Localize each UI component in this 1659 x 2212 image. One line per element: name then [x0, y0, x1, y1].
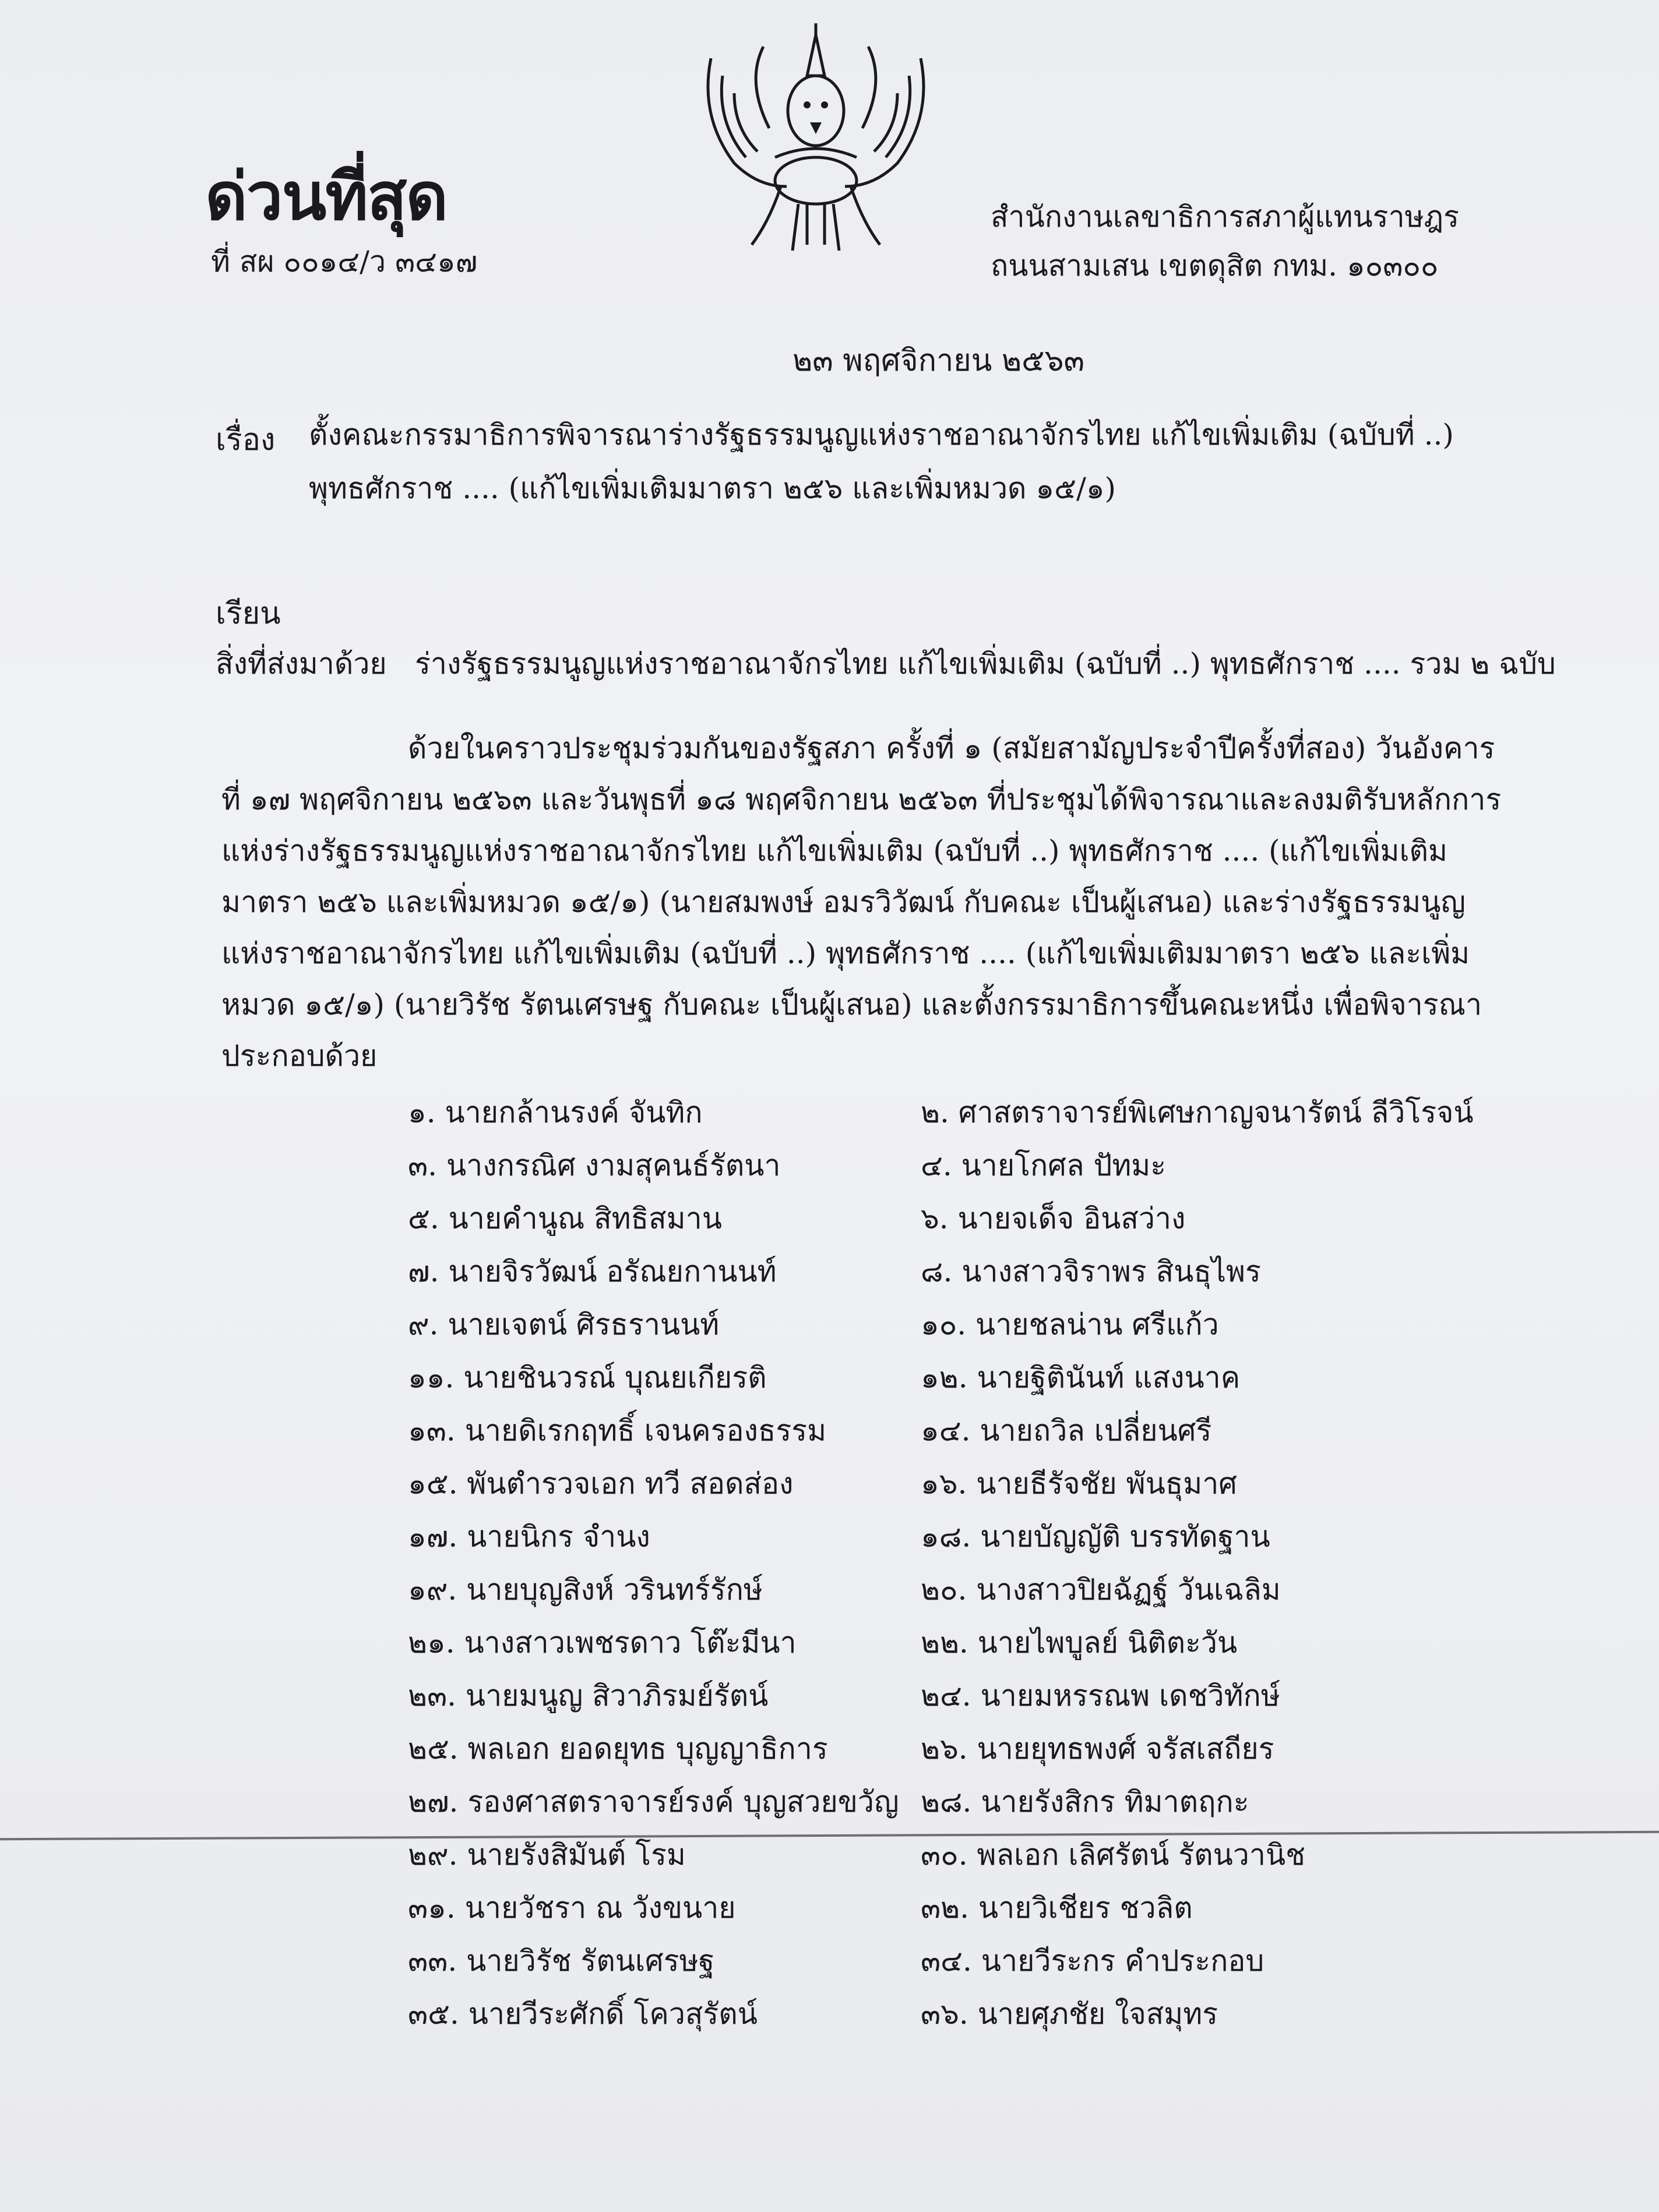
committee-member: ๑๔. นายถวิล เปลี่ยนศรี [921, 1414, 1212, 1447]
subject-line-1: ตั้งคณะกรรมาธิการพิจารณาร่างรัฐธรรมนูญแห่งราชอาณาจักรไทย แก้ไขเพิ่มเติม (ฉบับที่ ..) [309, 418, 1454, 452]
committee-member: ๗. นายจิรวัฒน์ อรัณยกานนท์ [408, 1255, 777, 1288]
committee-member: ๑๗. นายนิกร จำนง [408, 1520, 650, 1554]
subject-label: เรื่อง [216, 422, 276, 457]
document-date: ๒๓ พฤศจิกายน ๒๕๖๓ [792, 343, 1085, 378]
committee-member: ๖. นายจเด็จ อินสว่าง [921, 1202, 1186, 1235]
committee-member: ๑. นายกล้านรงค์ จันทิก [408, 1096, 703, 1129]
committee-member-list [0, 1090, 1659, 2080]
salutation: เรียน [216, 596, 281, 631]
committee-member: ๓๑. นายวัชรา ณ วังขนาย [408, 1891, 736, 1925]
garuda-emblem-icon [688, 12, 944, 256]
organization-street: ถนนสามเสน เขตดุสิต กทม. ๑๐๓๐๐ [991, 249, 1439, 283]
committee-member: ๒๓. นายมนูญ สิวาภิรมย์รัตน์ [408, 1679, 769, 1713]
committee-member: ๒๖. นายยุทธพงศ์ จรัสเสถียร [921, 1732, 1274, 1766]
committee-member: ๓๓. นายวิรัช รัตนเศรษฐ [408, 1944, 715, 1978]
committee-member: ๒. ศาสตราจารย์พิเศษกาญจนารัตน์ ลีวิโรจน์ [921, 1096, 1474, 1129]
committee-member: ๒๕. พลเอก ยอดยุทธ บุญญาธิการ [408, 1732, 828, 1766]
committee-member: ๓๕. นายวีระศักดิ์ โควสุรัตน์ [408, 1997, 758, 2031]
document-number: ที่ สผ ๐๐๑๔/ว ๓๔๑๗ [211, 245, 478, 279]
committee-member: ๙. นายเจตน์ ศิรธรานนท์ [408, 1308, 720, 1341]
subject-line-2: พุทธศักราช .... (แก้ไขเพิ่มเติมมาตรา ๒๕๖ และเพิ่มหมวด ๑๕/๑) [309, 471, 1116, 505]
enclosure-label: สิ่งที่ส่งมาด้วย [216, 647, 387, 681]
committee-member: ๓๔. นายวีระกร คำประกอบ [921, 1944, 1264, 1978]
committee-member: ๒๑. นางสาวเพชรดาว โต๊ะมีนา [408, 1626, 797, 1660]
committee-member: ๑๙. นายบุญสิงห์ วรินทร์รักษ์ [408, 1573, 763, 1607]
committee-member: ๒๒. นายไพบูลย์ นิติตะวัน [921, 1626, 1238, 1660]
committee-member: ๓๒. นายวิเชียร ชวลิต [921, 1891, 1193, 1925]
committee-member: ๑๒. นายฐิตินันท์ แสงนาค [921, 1361, 1241, 1394]
committee-member: ๒๔. นายมหรรณพ เดชวิทักษ์ [921, 1679, 1280, 1713]
committee-member: ๑๓. นายดิเรกฤทธิ์ เจนครองธรรม [408, 1414, 827, 1447]
subject-text [309, 408, 1533, 515]
committee-member: ๘. นางสาวจิราพร สินธุไพร [921, 1255, 1261, 1288]
committee-member: ๑๐. นายชลน่าน ศรีแก้ว [921, 1308, 1219, 1341]
committee-member: ๓๖. นายศุภชัย ใจสมุทร [921, 1997, 1218, 2031]
committee-member: ๓๐. พลเอก เลิศรัตน์ รัตนวานิช [921, 1838, 1306, 1872]
committee-member: ๑๕. พันตำรวจเอก ทวี สอดส่อง [408, 1467, 794, 1501]
organization-address [991, 192, 1459, 290]
committee-member: ๑๖. นายธีรัจชัย พันธุมาศ [921, 1467, 1238, 1501]
committee-member: ๑๘. นายบัญญัติ บรรทัดฐาน [921, 1520, 1270, 1554]
committee-member: ๔. นายโกศล ปัทมะ [921, 1149, 1167, 1182]
organization-name: สำนักงานเลขาธิการสภาผู้แทนราษฎร [991, 200, 1459, 234]
committee-member: ๒๘. นายรังสิกร ทิมาตฤกะ [921, 1785, 1249, 1819]
urgency-heading: ด่วนที่สุด [205, 159, 448, 235]
committee-member: ๒๐. นางสาวปิยฉัฏฐ์ วันเฉลิม [921, 1573, 1281, 1607]
committee-member: ๓. นางกรณิศ งามสุคนธ์รัตนา [408, 1149, 781, 1182]
committee-member: ๒๙. นายรังสิมันต์ โรม [408, 1838, 686, 1872]
enclosure-text: ร่างรัฐธรรมนูญแห่งราชอาณาจักรไทย แก้ไขเพิ่มเติม (ฉบับที่ ..) พุทธศักราช .... รวม ๒ ฉบับ [415, 647, 1556, 681]
committee-member: ๑๑. นายชินวรณ์ บุณยเกียรติ [408, 1361, 767, 1394]
committee-member: ๒๗. รองศาสตราจารย์รงค์ บุญสวยขวัญ [408, 1785, 899, 1819]
body-paragraph: ด้วยในคราวประชุมร่วมกันของรัฐสภา ครั้งที่ ๑ (สมัยสามัญประจำปีครั้งที่สอง) วันอังคารที่ ๑๗ พฤศจิกายน ๒๕๖๓ และวันพุธที่ ๑๘ พฤศจิกายน ๒๕๖๓ ที่ประชุมได้พิจารณาและลงมติรับหลักการแห่งร่างรัฐธรรมนูญแห่งราชอาณาจักรไทย แก้ไขเพิ่มเติม (ฉบับที่ ..) พุทธศักราช .... (แก้ไขเพิ่มเติมมาตรา ๒๕๖ และเพิ่มหมวด ๑๕/๑) (นายสมพงษ์ อมรวิวัฒน์ กับคณะ เป็นผู้เสนอ) และร่างรัฐธรรมนูญแห่งราชอาณาจักรไทย แก้ไขเพิ่มเติม (ฉบับที่ ..) พุทธศักราช .... (แก้ไขเพิ่มเติมมาตรา ๒๕๖ และเพิ่มหมวด ๑๕/๑) (นายวิรัช รัตนเศรษฐ กับคณะ เป็นผู้เสนอ) และตั้งกรรมาธิการขึ้นคณะหนึ่ง เพื่อพิจารณา ประกอบด้วย [221, 731, 1502, 1073]
committee-member: ๕. นายคำนูณ สิทธิสมาน [408, 1202, 722, 1235]
